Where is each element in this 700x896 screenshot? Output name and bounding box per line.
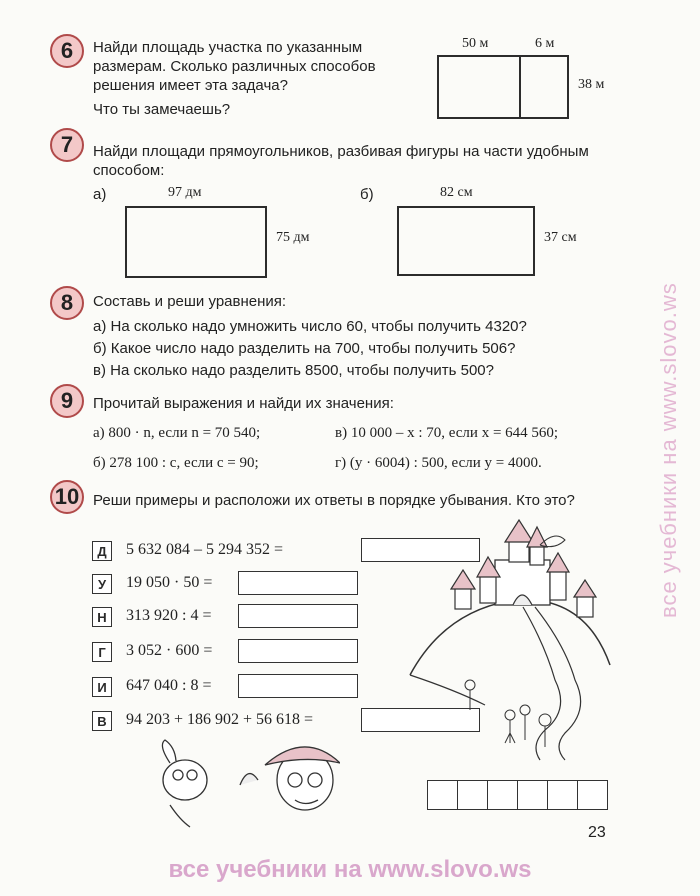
answer-cell-3[interactable] xyxy=(487,780,518,810)
task-6-divider-line xyxy=(519,55,521,119)
task-6-question: Что ты замечаешь? xyxy=(93,101,231,118)
row-letter-n: Н xyxy=(92,607,112,627)
row-letter-g: Г xyxy=(92,642,112,662)
row-letter-d: Д xyxy=(92,541,112,561)
task-7a-height: 75 дм xyxy=(276,230,310,245)
answer-cell-6[interactable] xyxy=(577,780,608,810)
task-9-expr-a: а) 800 · n, если n = 70 540; xyxy=(93,425,261,441)
answer-cell-5[interactable] xyxy=(547,780,578,810)
task-7b-width: 82 см xyxy=(440,185,473,200)
task-9-expr-g: г) (y · 6004) : 500, если y = 4000. xyxy=(335,455,542,471)
row-expr-u: 19 050 · 50 = xyxy=(126,574,213,591)
castle-hill-illustration xyxy=(405,515,615,765)
watermark-bottom: все учебники на www.slovo.ws xyxy=(168,856,532,883)
task-6-dim-b: 6 м xyxy=(535,36,555,51)
task-6-dim-h: 38 м xyxy=(578,77,605,92)
task-9-text: Прочитай выражения и найди их значения: xyxy=(93,395,394,412)
task-8-item-b: б) Какое число надо разделить на 700, чтобы получить 506? xyxy=(93,340,516,357)
task-10-text: Реши примеры и расположи их ответы в порядке убывания. Кто это? xyxy=(93,492,575,509)
task-8-item-v: в) На сколько надо разделить 8500, чтобы получить 500? xyxy=(93,362,494,379)
task-8-item-a: а) На сколько надо умножить число 60, чтобы получить 4320? xyxy=(93,318,527,335)
task-7b-rectangle xyxy=(397,206,535,276)
row-letter-u: У xyxy=(92,574,112,594)
task-7-number: 7 xyxy=(50,128,84,162)
cartoon-characters-illustration xyxy=(140,735,340,830)
row-expr-i: 647 040 : 8 = xyxy=(126,677,212,694)
watermark-side: все учебники на www.slovo.ws xyxy=(656,282,681,618)
answer-box-g[interactable] xyxy=(238,639,358,663)
task-9-expr-b: б) 278 100 : c, если c = 90; xyxy=(93,455,259,471)
answer-box-u[interactable] xyxy=(238,571,358,595)
task-6-number: 6 xyxy=(50,34,84,68)
answer-cell-2[interactable] xyxy=(457,780,488,810)
task-6-text: Найди площадь участка по указанным размерам. Сколько различных способов решения имеет эта задача? xyxy=(93,39,376,94)
answer-box-n[interactable] xyxy=(238,604,358,628)
row-expr-d: 5 632 084 – 5 294 352 = xyxy=(126,541,284,558)
row-expr-n: 313 920 : 4 = xyxy=(126,607,212,624)
task-8-number: 8 xyxy=(50,286,84,320)
task-7-text: Найди площади прямоугольников, разбивая фигуры на части удобным способом: xyxy=(93,143,589,179)
task-9-expr-v: в) 10 000 – x : 70, если x = 644 560; xyxy=(335,425,559,441)
task-7b-height: 37 см xyxy=(544,230,577,245)
task-6-dim-a: 50 м xyxy=(462,36,489,51)
task-7a-rectangle xyxy=(125,206,267,278)
task-9-number: 9 xyxy=(50,384,84,418)
task-8-text: Составь и реши уравнения: xyxy=(93,293,287,310)
task-7a-width: 97 дм xyxy=(168,185,202,200)
row-expr-g: 3 052 · 600 = xyxy=(126,642,213,659)
row-letter-i: И xyxy=(92,677,112,697)
page-number: 23 xyxy=(588,824,606,841)
row-letter-v: В xyxy=(92,711,112,731)
task-7a-label: а) xyxy=(93,186,107,203)
task-10-number: 10 xyxy=(50,480,84,514)
row-expr-v: 94 203 + 186 902 + 56 618 = xyxy=(126,711,314,728)
answer-box-i[interactable] xyxy=(238,674,358,698)
answer-cell-4[interactable] xyxy=(517,780,548,810)
task-7b-label: б) xyxy=(360,186,374,203)
task-6-plot-figure xyxy=(437,55,569,119)
answer-cell-1[interactable] xyxy=(427,780,458,810)
